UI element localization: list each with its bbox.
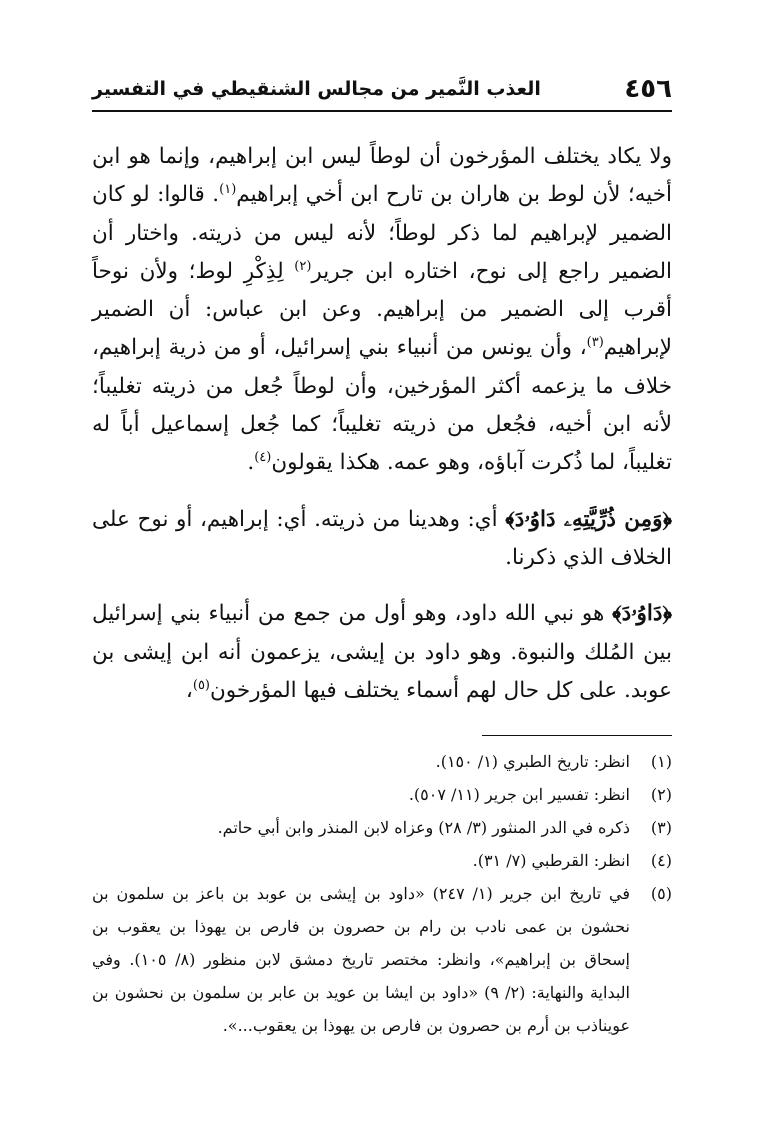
quran-verse: ﴿وَمِن ذُرِّيَّتِهِۦ دَاوُۥدَ﴾ [505, 506, 672, 532]
quran-verse: ﴿دَاوُۥدَ﴾ [612, 601, 672, 627]
footnote-1 [92, 745, 672, 778]
paragraph-3: ﴿دَاوُۥدَ﴾ هو نبي الله داود، وهو أول من جمع من أنبياء بني إسرائيل بين المُلك والنبوة. وهو داود بن إيشى، يزعمون أنه ابن إيشى بن عوبد. على كل حال لهم أسماء يختلف فيها المؤرخون$^{(٥)}$، [92, 601, 672, 703]
footnote-text: انظر: القرطبي (٧/ ٣١). [472, 851, 630, 870]
footnote-5 [92, 877, 672, 1042]
footnote-marker-2: (٢) [294, 258, 312, 274]
footnote-number: (١) [650, 752, 672, 771]
footnote-3 [92, 811, 672, 844]
footnote-marker-5: (٥) [192, 677, 210, 693]
footnote-divider [482, 735, 672, 736]
page-header [92, 70, 672, 112]
footnote-4 [92, 844, 672, 877]
footnote-2 [92, 778, 672, 811]
footnote-number: (٢) [650, 785, 672, 804]
footnote-number: (٤) [650, 851, 672, 870]
paragraph-2: ﴿وَمِن ذُرِّيَّتِهِۦ دَاوُۥدَ﴾ أي: وهدينا من ذريته. أي: إبراهيم، أو نوح على الخلاف الذي ذكرنا. [92, 506, 672, 570]
running-title: العذب النَّمير من مجالس الشنقيطي في التفسير [92, 78, 541, 100]
footnotes [92, 745, 672, 1042]
footnote-number: (٣) [650, 818, 672, 837]
footnote-marker-4: (٤) [254, 450, 272, 466]
footnote-text: انظر: تفسير ابن جرير (١١/ ٥٠٧). [408, 785, 630, 804]
footnote-marker-3: (٣) [586, 335, 604, 351]
paragraph-1: ولا يكاد يختلف المؤرخون أن لوطاً ليس ابن إبراهيم، وإنما هو ابن أخيه؛ لأن لوط بن هاران بن تارح ابن أخي إبراهيم$^{(١)}$. قالوا: لو كان الضمير لإبراهيم لما ذكر لوطاً؛ لأنه ليس من ذريته. واختار أن الضمير راجع إلى نوح، اختاره ابن جرير$^{(٢)}$ لِذِكْرِ لوط؛ ولأن نوحاً أقرب إلى الضمير من إبراهيم. وعن ابن عباس: أن الضمير لإبراهيم$^{(٣)}$، وأن يونس من أنبياء بني إسرائيل، أو من ذرية إبراهيم، خلاف ما يزعمه أكثر المؤرخين، وأن لوطاً جُعل من ذريته تغليباً؛ لأنه ابن أخيه، فجُعل من ذريته تغليباً؛ كما جُعل إسماعيل أباً له تغليباً، لما ذُكرت آباؤه، وهو عمه. هكذا يقولون$^{(٤)}$. [92, 144, 672, 476]
footnote-text: انظر: تاريخ الطبري (١/ ١٥٠). [435, 752, 630, 771]
page-number: ٤٥٦ [624, 74, 672, 104]
footnote-text: ذكره في الدر المنثور (٣/ ٢٨) وعزاه لابن المنذر وابن أبي حاتم. [217, 818, 630, 837]
footnote-number: (٥) [650, 884, 672, 903]
footnote-marker-1: (١) [219, 182, 237, 198]
footnote-text: في تاريخ ابن جرير (١/ ٢٤٧) «داود بن إيشى بن عوبد بن باعز بن سلمون بن نحشون بن عمى نادب بن رام بن حصرون بن فارص بن يهوذا بن يعقوب بن إسحاق بن إبراهيم»، وانظر: مختصر تاريخ دمشق لابن منظور (٨/ ١٠٥). وفي البداية والنهاية: (٢/ ٩) «داود بن ايشا بن عويد بن عابر بن سلمون بن نحشون بن عويناذب بن أرم بن حصرون بن فارص بن يهوذا بن يعقوب...». [92, 884, 631, 1035]
main-text [92, 138, 672, 728]
